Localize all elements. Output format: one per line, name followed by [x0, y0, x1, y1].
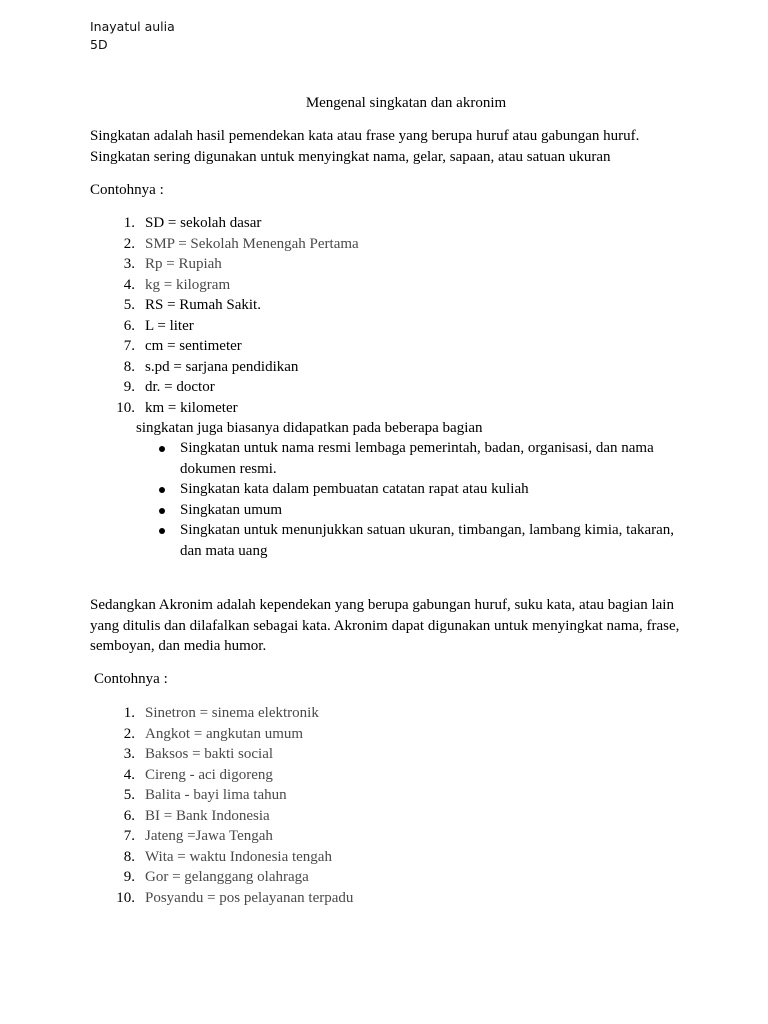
list-item: [100, 398, 359, 419]
document-header: [90, 18, 175, 54]
list-text: L = liter: [145, 317, 194, 334]
list-item: [100, 888, 353, 909]
list-text: Gor = gelanggang olahraga: [145, 869, 309, 885]
list-number: 3.: [123, 746, 135, 762]
list-number: 5.: [123, 297, 135, 313]
list-text: dr. = doctor: [145, 379, 215, 395]
list-number: 4.: [123, 766, 135, 783]
list-item: [100, 275, 359, 296]
bullet-text: Singkatan untuk menunjukkan satuan ukuran, timbangan, lambang kimia, takaran, dan mata uang: [180, 522, 675, 559]
list-item: [100, 847, 353, 868]
akronim-intro: Sedangkan Akronim adalah kependekan yang berupa gabungan huruf, suku kata, atau bagian lain yang ditulis dan dilafalkan sebagai kata. Akronim dapat digunakan untuk menyingkat nama, frase, semboyan, dan media humor.: [90, 597, 680, 654]
list-item: [100, 213, 359, 234]
list-number: 4.: [123, 276, 135, 293]
list-number: 9.: [123, 379, 135, 395]
list-text: cm = sentimeter: [145, 338, 242, 354]
list-item: [100, 806, 353, 827]
list-item: [100, 254, 359, 275]
singkatan-contoh-label: Contohnya :: [90, 182, 164, 198]
list-text: s.pd = sarjana pendidikan: [145, 358, 299, 375]
singkatan-list: [100, 213, 359, 418]
bullet-dot: [159, 446, 165, 452]
bullet-item: [158, 520, 688, 561]
list-text: RS = Rumah Sakit.: [145, 297, 261, 313]
bullet-text: Singkatan umum: [180, 501, 283, 518]
singkatan-intro: Singkatan adalah hasil pemendekan kata atau frase yang berupa huruf atau gabungan huruf. Singkatan sering digunakan untuk menyingkat nama, gelar, sapaan, atau satuan ukuran: [90, 128, 640, 165]
list-number: 6.: [123, 317, 135, 334]
bullet-dot: [159, 528, 165, 534]
list-item: [100, 765, 353, 786]
akronim-list: [100, 703, 353, 908]
list-item: [100, 234, 359, 255]
list-number: 2.: [123, 725, 135, 742]
list-item: [100, 377, 359, 398]
list-text: Jateng =Jawa Tengah: [145, 828, 273, 844]
list-number: 9.: [123, 869, 135, 885]
list-text: kg = kilogram: [145, 276, 231, 293]
list-text: Rp = Rupiah: [145, 256, 222, 272]
list-number: 8.: [123, 848, 135, 865]
bullet-text: Singkatan untuk nama resmi lembaga pemerintah, badan, organisasi, dan nama dokumen resmi.: [180, 440, 654, 477]
list-number: 10.: [116, 399, 135, 416]
bullet-dot: [159, 508, 165, 514]
list-item: [100, 336, 359, 357]
author-class: 5D: [90, 37, 108, 52]
list-item: [100, 316, 359, 337]
list-number: 1.: [123, 215, 135, 231]
akronim-contoh-label: Contohnya :: [94, 671, 168, 687]
list-number: 7.: [123, 338, 135, 354]
list-text: Wita = waktu Indonesia tengah: [145, 848, 332, 865]
list-number: 5.: [123, 787, 135, 803]
list-text: Baksos = bakti social: [145, 746, 274, 762]
document-title: Mengenal singkatan dan akronim: [305, 95, 507, 111]
bullet-dot: [159, 487, 165, 493]
list-number: 8.: [123, 358, 135, 375]
list-item: [100, 357, 359, 378]
list-item: [100, 724, 353, 745]
bullet-item: [158, 438, 688, 479]
list-text: Balita - bayi lima tahun: [145, 787, 287, 803]
list-number: 6.: [123, 807, 135, 824]
list-number: 3.: [123, 256, 135, 272]
list-text: km = kilometer: [145, 399, 238, 416]
list-item: [100, 703, 353, 724]
list-text: Cireng - aci digoreng: [145, 766, 273, 783]
list-text: Angkot = angkutan umum: [145, 725, 304, 742]
list-number: 7.: [123, 828, 135, 844]
list-text: Sinetron = sinema elektronik: [145, 705, 319, 721]
list-number: 10.: [116, 889, 135, 906]
list-text: SD = sekolah dasar: [145, 215, 262, 231]
list-item: [100, 744, 353, 765]
list-text: BI = Bank Indonesia: [145, 807, 270, 824]
bullet-text: Singkatan kata dalam pembuatan catatan rapat atau kuliah: [180, 481, 529, 497]
list-item: [100, 826, 353, 847]
list-item: [100, 785, 353, 806]
singkatan-bagian-intro: singkatan juga biasanya didapatkan pada beberapa bagian: [136, 420, 483, 436]
author-name: Inayatul aulia: [90, 19, 175, 34]
list-number: 2.: [123, 235, 135, 252]
list-item: [100, 295, 359, 316]
list-item: [100, 867, 353, 888]
list-number: 1.: [123, 705, 135, 721]
bullet-item: [158, 500, 688, 521]
list-text: SMP = Sekolah Menengah Pertama: [145, 235, 359, 252]
singkatan-bagian-list: [158, 438, 688, 561]
list-text: Posyandu = pos pelayanan terpadu: [145, 889, 354, 906]
bullet-item: [158, 479, 688, 500]
